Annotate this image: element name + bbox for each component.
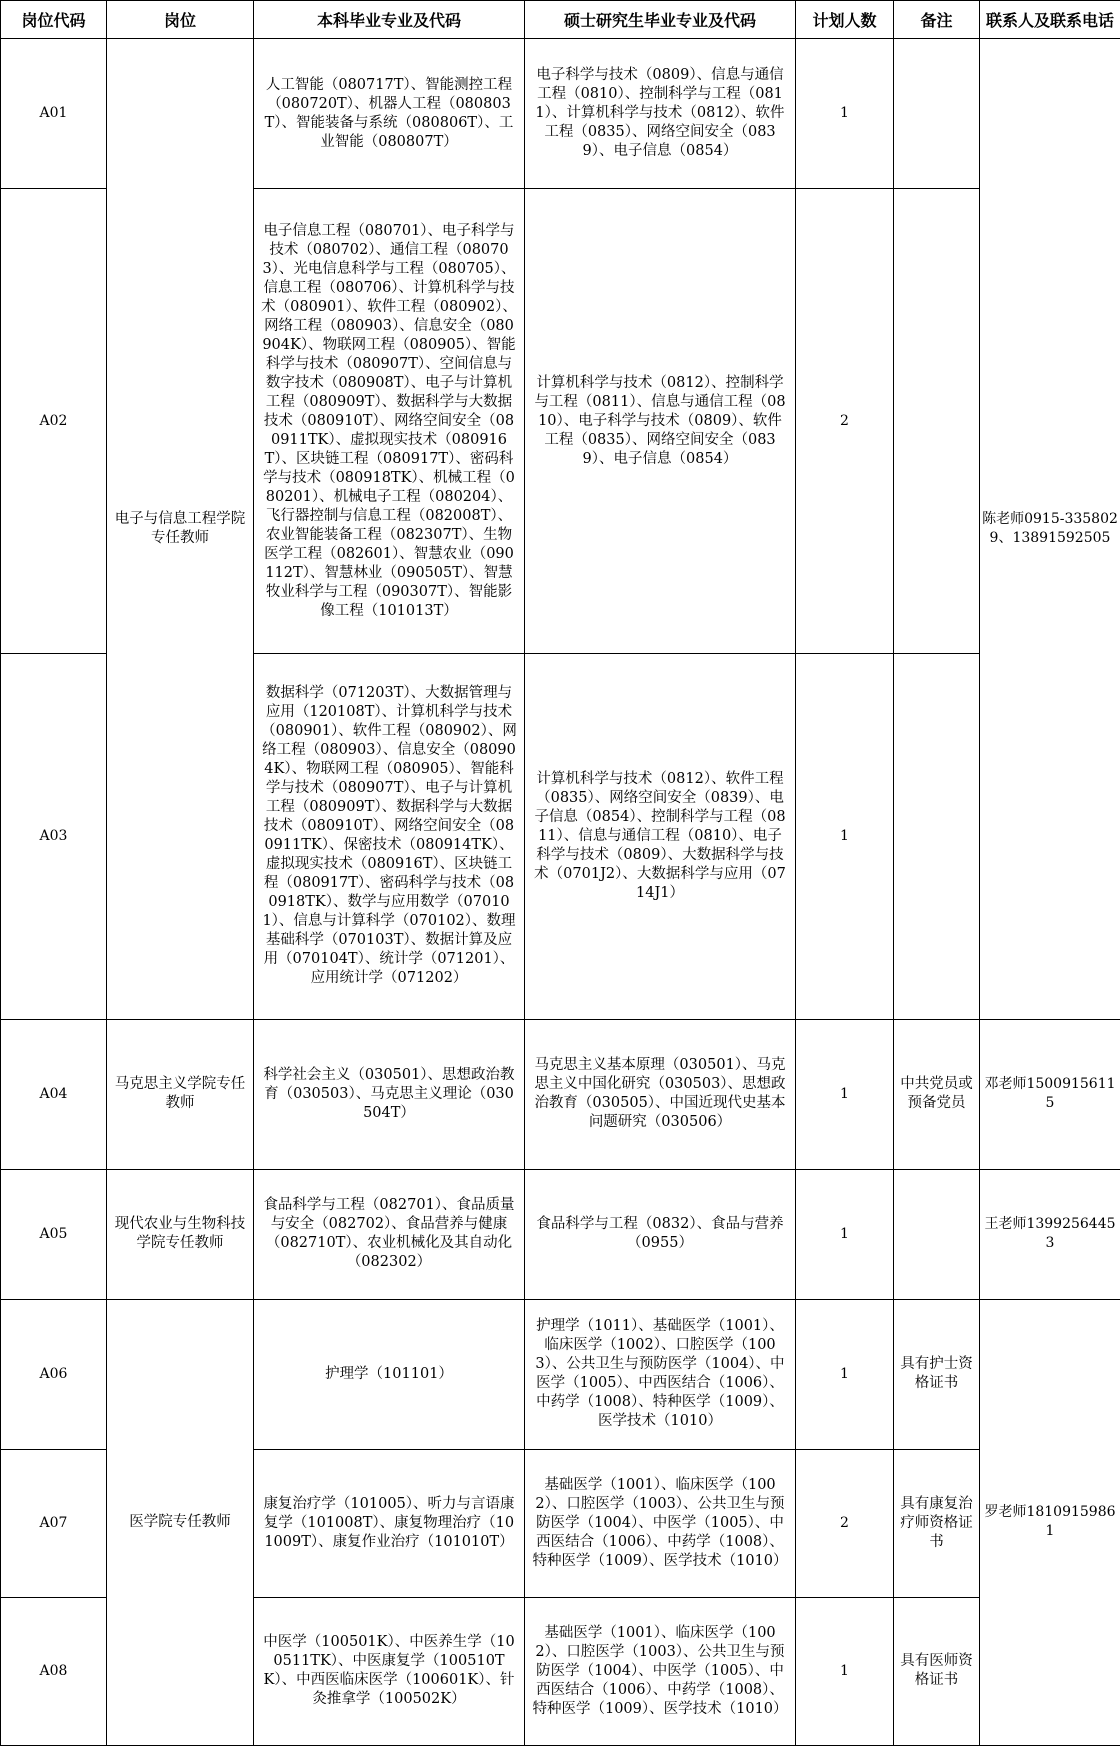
contact: 王老师13992564453 [980,1169,1120,1299]
position-code: A03 [1,654,107,1019]
master-majors: 基础医学（1001）、临床医学（1002）、口腔医学（1003）、公共卫生与预防医学（1004）、中医学（1005）、中西医结合（1006）、中药学（1008）、特种医学（1009）、医学技术（1010） [525,1597,796,1745]
contact: 罗老师18109159861 [980,1299,1120,1745]
master-majors: 食品科学与工程（0832）、食品与营养（0955） [525,1169,796,1299]
header-contact: 联系人及联系电话 [980,1,1120,39]
contact: 邓老师15009156115 [980,1019,1120,1169]
plan-count: 1 [796,654,894,1019]
position-name: 电子与信息工程学院专任教师 [107,39,254,1020]
undergrad-majors: 护理学（101101） [254,1299,525,1449]
position-code: A07 [1,1449,107,1597]
position-name: 马克思主义学院专任教师 [107,1019,254,1169]
master-majors: 计算机科学与技术（0812）、控制科学与工程（0811）、信息与通信工程（0810）、电子科学与技术（0809）、软件工程（0835）、网络空间安全（0839）、电子信息（0854） [525,189,796,654]
undergrad-majors: 中医学（100501K）、中医养生学（100511TK）、中医康复学（100510TK）、中西医临床医学（100601K）、针灸推拿学（100502K） [254,1597,525,1745]
undergrad-majors: 电子信息工程（080701）、电子科学与技术（080702）、通信工程（080703）、光电信息科学与工程（080705）、信息工程（080706）、计算机科学与技术（080901）、软件工程（080902）、网络工程（080903）、信息安全（080904K）、物联网工程（080905）、智能科学与技术（080907T）、空间信息与数字技术（080908T）、电子与计算机工程（080909T）、数据科学与大数据技术（080910T）、网络空间安全（080911TK）、虚拟现实技术（080916T）、区块链工程（080917T）、密码科学与技术（080918TK）、机械工程（080201）、机械电子工程（080204）、飞行器控制与信息工程（082008T）、农业智能装备工程（082307T）、生物医学工程（082601）、智慧农业（090112T）、智慧林业（090505T）、智慧牧业科学与工程（090307T）、智能影像工程（101013T） [254,189,525,654]
note: 具有康复治疗师资格证书 [894,1449,980,1597]
header-note: 备注 [894,1,980,39]
undergrad-majors: 食品科学与工程（082701）、食品质量与安全（082702）、食品营养与健康（082710T）、农业机械化及其自动化（082302） [254,1169,525,1299]
position-code: A04 [1,1019,107,1169]
plan-count: 2 [796,1449,894,1597]
note: 具有医师资格证书 [894,1597,980,1745]
master-majors: 基础医学（1001）、临床医学（1002）、口腔医学（1003）、公共卫生与预防医学（1004）、中医学（1005）、中西医结合（1006）、中药学（1008）、特种医学（1009）、医学技术（1010） [525,1449,796,1597]
undergrad-majors: 数据科学（071203T）、大数据管理与应用（120108T）、计算机科学与技术（080901）、软件工程（080902）、网络工程（080903）、信息安全（080904K）、物联网工程（080905）、智能科学与技术（080907T）、电子与计算机工程（080909T）、数据科学与大数据技术（080910T）、网络空间安全（080911TK）、保密技术（080914TK）、虚拟现实技术（080916T）、区块链工程（080917T）、密码科学与技术（080918TK）、数学与应用数学（070101）、信息与计算科学（070102）、数理基础科学（070103T）、数据计算及应用（070104T）、统计学（071201）、应用统计学（071202） [254,654,525,1019]
position-code: A06 [1,1299,107,1449]
note: 具有护士资格证书 [894,1299,980,1449]
note [894,1169,980,1299]
note: 中共党员或预备党员 [894,1019,980,1169]
undergrad-majors: 康复治疗学（101005）、听力与言语康复学（101008T）、康复物理治疗（101009T）、康复作业治疗（101010T） [254,1449,525,1597]
header-position-code: 岗位代码 [1,1,107,39]
plan-count: 2 [796,189,894,654]
undergrad-majors: 人工智能（080717T）、智能测控工程（080720T）、机器人工程（080803T）、智能装备与系统（080806T）、工业智能（080807T） [254,39,525,189]
undergrad-majors: 科学社会主义（030501）、思想政治教育（030503）、马克思主义理论（030504T） [254,1019,525,1169]
table-row [1,1299,1120,1449]
table-row [1,39,1120,189]
master-majors: 护理学（1011）、基础医学（1001）、临床医学（1002）、口腔医学（1003）、公共卫生与预防医学（1004）、中医学（1005）、中西医结合（1006）、中药学（1008）、特种医学（1009）、医学技术（1010） [525,1299,796,1449]
plan-count: 1 [796,1299,894,1449]
master-majors: 计算机科学与技术（0812）、软件工程（0835）、网络空间安全（0839）、电子信息（0854）、控制科学与工程（0811）、信息与通信工程（0810）、电子科学与技术（0809）、大数据科学与技术（0701J2）、大数据科学与应用（0714J1） [525,654,796,1019]
note [894,189,980,654]
position-name: 医学院专任教师 [107,1299,254,1745]
header-position: 岗位 [107,1,254,39]
position-name: 现代农业与生物科技学院专任教师 [107,1169,254,1299]
plan-count: 1 [796,1597,894,1745]
plan-count: 1 [796,1169,894,1299]
table-header-row [1,1,1120,39]
plan-count: 1 [796,39,894,189]
position-code: A02 [1,189,107,654]
table-row [1,1169,1120,1299]
header-plan-count: 计划人数 [796,1,894,39]
plan-count: 1 [796,1019,894,1169]
contact: 陈老师0915-3358029、13891592505 [980,39,1120,1020]
position-code: A01 [1,39,107,189]
note [894,39,980,189]
table-row [1,1019,1120,1169]
position-code: A08 [1,1597,107,1745]
header-undergrad-major: 本科毕业专业及代码 [254,1,525,39]
note [894,654,980,1019]
master-majors: 电子科学与技术（0809）、信息与通信工程（0810）、控制科学与工程（0811）、计算机科学与技术（0812）、软件工程（0835）、网络空间安全（0839）、电子信息（0854） [525,39,796,189]
position-code: A05 [1,1169,107,1299]
header-master-major: 硕士研究生毕业专业及代码 [525,1,796,39]
master-majors: 马克思主义基本原理（030501）、马克思主义中国化研究（030503）、思想政治教育（030505）、中国近现代史基本问题研究（030506） [525,1019,796,1169]
